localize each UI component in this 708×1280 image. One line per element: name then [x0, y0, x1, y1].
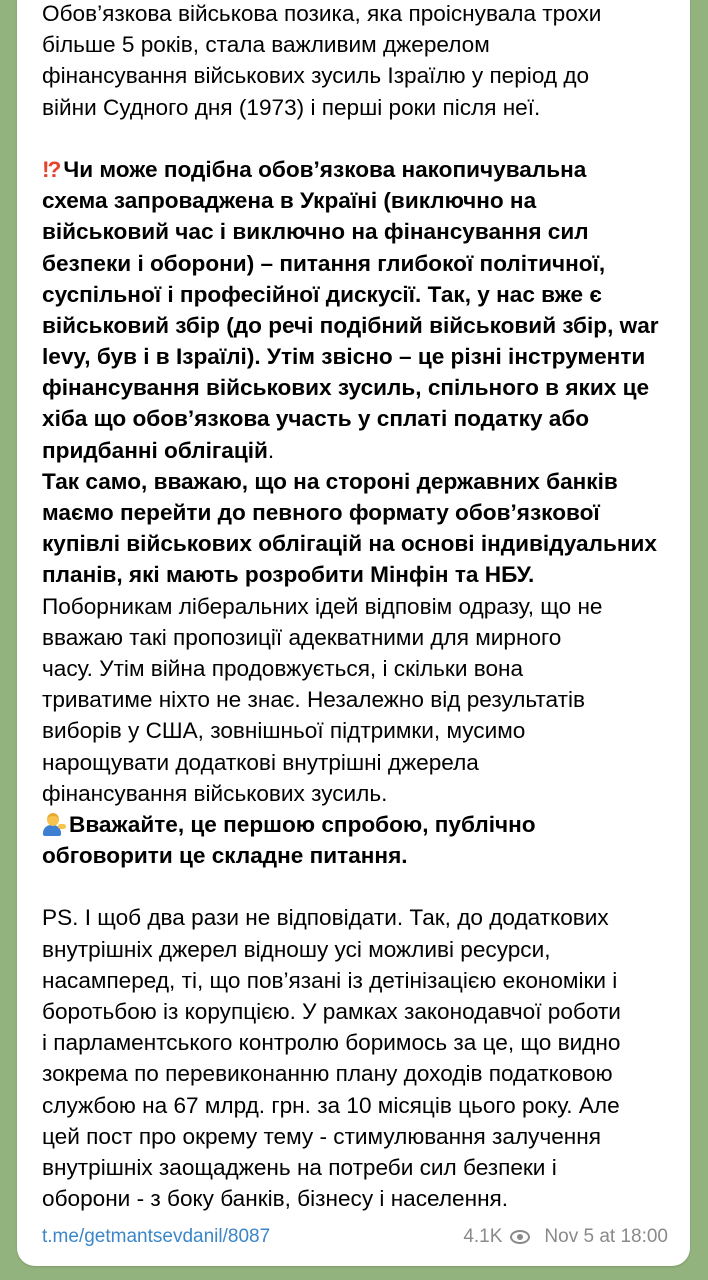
- message-date: Nov 5 at 18:00: [544, 1226, 668, 1247]
- text-line: [42, 1152, 659, 1183]
- text-segment: насамперед, ті, що пов’язані із детінізацією економіки і: [42, 967, 618, 993]
- text-segment: Поборникам ліберальних ідей відповім одразу, що не: [42, 593, 603, 619]
- text-segment: часу. Утім війна продовжується, і скільки вона: [42, 655, 524, 681]
- text-segment: і парламентського контролю боримось за це, що видно: [42, 1030, 621, 1056]
- text-line: [42, 684, 659, 715]
- text-line: [42, 1027, 659, 1058]
- eye-icon: [510, 1230, 530, 1244]
- bold-text: хіба що обов’язкова участь у сплаті податку або: [42, 406, 590, 432]
- text-segment: .: [267, 437, 275, 463]
- message-meta: [463, 1222, 668, 1252]
- bold-text: схема запроваджена в Україні (виключно на: [42, 188, 537, 214]
- text-segment: цей пост про окрему тему - стимулювання залучення: [42, 1123, 601, 1149]
- text-line: [42, 403, 659, 434]
- text-line: [42, 747, 659, 778]
- blank-line: [42, 123, 659, 154]
- message-footer: [42, 1222, 668, 1252]
- man-tipping-hand-icon: [42, 812, 66, 836]
- text-line: [42, 559, 659, 590]
- text-segment: триватиме ніхто не знає. Незалежно від результатів: [42, 687, 585, 713]
- text-line: [42, 248, 659, 279]
- text-line: [42, 902, 659, 933]
- text-segment: фінансування військових зусиль.: [42, 780, 388, 806]
- text-line: [42, 840, 659, 871]
- text-segment: боротьбою із корупцією. У рамках законодавчої роботи: [42, 999, 621, 1024]
- text-line: [42, 92, 659, 123]
- post-link[interactable]: t.me/getmantsevdanil/8087: [42, 1226, 271, 1247]
- bold-text: військовий час і виключно на фінансування сил: [42, 219, 589, 245]
- blank-line: [42, 871, 659, 902]
- text-segment: внутрішніх джерел відношу усі можливі ресурси,: [42, 936, 551, 962]
- bold-text: купівлі військових облігацій на основі індивідуальних: [42, 531, 657, 557]
- text-line: [42, 965, 659, 996]
- bold-text: Так само, вважаю, що на стороні державних банків: [42, 468, 618, 494]
- text-segment: вважаю такі пропозиції адекватними для мирного: [42, 624, 562, 650]
- bold-text: суспільної і професійної дискусії. Так, у нас вже є: [42, 281, 602, 307]
- bold-text: маємо перейти до певного формату обов’язкової: [42, 500, 600, 525]
- text-segment: зокрема по перевиконанню плану доходів податковою: [42, 1061, 613, 1087]
- bold-text: придбанні облігацій: [42, 437, 268, 463]
- text-segment: внутрішніх заощаджень на потреби сил безпеки і: [42, 1154, 557, 1180]
- bold-text: обговорити це складне питання.: [42, 843, 408, 869]
- text-line: [42, 310, 659, 341]
- text-segment: нарощувати додаткові внутрішні джерела: [42, 749, 479, 775]
- text-line: [42, 1058, 659, 1089]
- text-line: [42, 341, 659, 372]
- text-line: [42, 809, 659, 840]
- text-line: [42, 372, 659, 403]
- text-line: [42, 1121, 659, 1152]
- text-line: [42, 497, 659, 528]
- text-line: [42, 60, 659, 91]
- text-line: [42, 1090, 659, 1121]
- text-line: [42, 0, 659, 29]
- text-segment: PS. І щоб два рази не відповідати. Так, до додаткових: [42, 905, 609, 931]
- text-segment: Обов’язкова військова позика, яка проіснувала трохи: [42, 1, 602, 26]
- bold-text: levy, був і в Ізраїлі). Утім звісно – це різні інструменти: [42, 344, 646, 370]
- text-line: [42, 185, 659, 216]
- text-line: [42, 934, 659, 965]
- text-line: [42, 216, 659, 247]
- view-count: 4.1K: [463, 1226, 503, 1247]
- message-text: [42, 0, 659, 1214]
- bold-text: Чи може подібна обов’язкова накопичувальна: [63, 156, 587, 182]
- bold-text: військовий збір (до речі подібний військовий збір, war: [42, 312, 659, 338]
- text-line: [42, 279, 659, 310]
- text-line: [42, 466, 659, 497]
- text-line: [42, 154, 659, 185]
- text-line: [42, 715, 659, 746]
- text-segment: фінансування військових зусиль Ізраїлю у період до: [42, 63, 590, 89]
- text-segment: більше 5 років, стала важливим джерелом: [42, 32, 490, 58]
- bold-text: фінансування військових зусиль, спільного в яких це: [42, 375, 650, 401]
- text-segment: службою на 67 млрд. грн. за 10 місяців цього року. Але: [42, 1092, 620, 1118]
- bold-text: Вважайте, це першою спробою, публічно: [69, 811, 536, 837]
- text-line: [42, 996, 659, 1027]
- exclamation-question-mark-icon: !?: [42, 156, 60, 182]
- text-line: [42, 591, 659, 622]
- text-line: [42, 653, 659, 684]
- text-segment: виборів у США, зовнішньої підтримки, мусимо: [42, 718, 526, 744]
- text-line: [42, 435, 659, 466]
- text-line: [42, 528, 659, 559]
- text-segment: війни Судного дня (1973) і перші роки після неї.: [42, 94, 541, 120]
- text-line: [42, 622, 659, 653]
- text-line: [42, 1183, 659, 1214]
- text-line: [42, 778, 659, 809]
- text-line: [42, 29, 659, 60]
- bold-text: безпеки і оборони) – питання глибокої політичної,: [42, 250, 606, 276]
- text-segment: оборони - з боку банків, бізнесу і населення.: [42, 1186, 509, 1212]
- bold-text: планів, які мають розробити Мінфін та НБУ.: [42, 562, 535, 588]
